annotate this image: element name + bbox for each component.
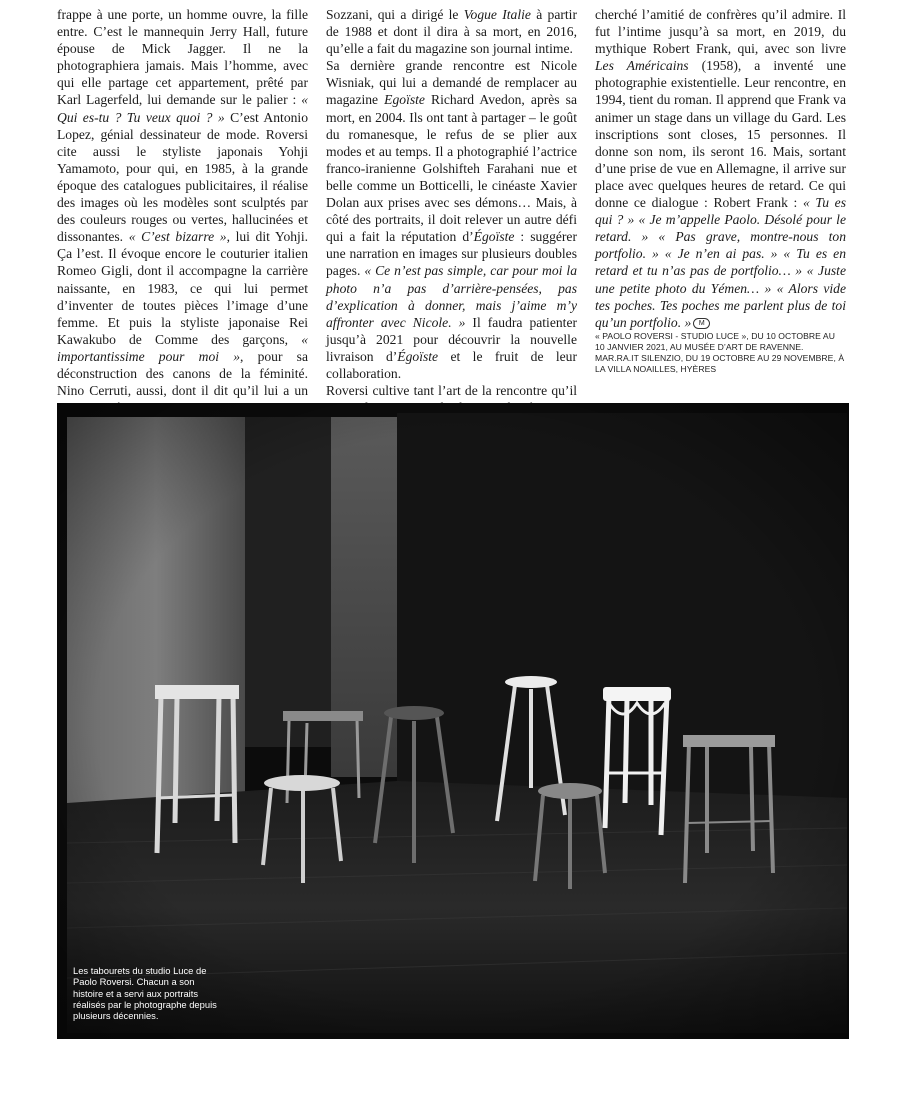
italic-text-run: « importantissime pour moi » bbox=[57, 331, 308, 364]
italic-text-run: « Qui es-tu ? Tu veux quoi ? » bbox=[57, 92, 308, 125]
text-run: cherché l’amitié de confrères qu’il admire. Il fut l’intime jusqu’à sa mort, en 2019, du mythique Robert Frank, qui, avec son livre bbox=[595, 7, 846, 57]
text-run: Sa dernière grande rencontre est Nicole Wisniak, qui lui a demandé de remplacer au magazine bbox=[326, 58, 577, 108]
italic-text-run: Vogue Italie bbox=[463, 7, 531, 22]
paragraph bbox=[57, 6, 308, 416]
paragraph bbox=[326, 6, 577, 57]
article-column-1 bbox=[57, 6, 308, 416]
paragraph-text bbox=[595, 7, 846, 330]
italic-text-run: « Ce n’est pas simple, car pour moi la photo n’a pas d’arrière-pensées, pas d’explication à donner, mais j’aime m’y affronter avec Nicole. » bbox=[326, 263, 577, 330]
article-column-2 bbox=[326, 6, 577, 416]
italic-text-run: Les Américains bbox=[595, 58, 689, 74]
text-run: (1958), a inventé une photographie existentielle. Leur rencontre, en 1994, tient du roman. Il apprend que Frank va animer un stage dans un village du Gard. Les inscriptions sont closes, 15 personnes. Il donne son nom, ils seront 16. Mais, sortant d’une prise de vue en Allemagne, il arrive sur place avec quelques heures de retard. Ce qui donne ce dialogue : Robert Frank : bbox=[595, 58, 847, 211]
article-column-3 bbox=[595, 6, 846, 376]
italic-text-run: « Tu es qui ? » « Je m’appelle Paolo. Désolé pour le retard. » « Pas grave, montre-nous ton portfolio. » « Je n’en ai pas. » « Tu es en retard et tu n’as pas de portfolio… » « Juste une petite photo du Yémen… » « Alors vide tes poches. Tes poches me parlent plus de toi qu’un portfolio. » bbox=[595, 195, 846, 330]
text-run: Roversi cultive tant l’art de la rencontre qu’il bbox=[326, 383, 577, 399]
text-run: , lui dit Yohji. Ça l’est. Il évoque encore le couturier italien Romeo Gigli, dont il accompagne la carrière naissante, en 1983, ce qui lui permet d’inventer de toutes pièces l’image d’une femme. Et puis la styliste japonaise Rei Kawakubo de Comme des garçons, bbox=[57, 229, 308, 347]
text-run: Richard Avedon, après sa mort, en 2004. Ils ont tant à partager – le goût du romanesque, le refus de se plier aux modes et au temps. Il a photographié l’actrice franco-iranienne Golshifteh Farahani nue et belle comme un Botticelli, le cinéaste Xavier Dolan aux prises avec ses démons… Mais, à côté des portraits, il doit relever un autre défi qui a fait la réputation d’ bbox=[326, 92, 577, 245]
text-run: : suggérer une narration en images sur plusieurs doubles pages. bbox=[326, 229, 577, 279]
text-run: frappe à une porte, un homme ouvre, la fille entre. C’est le mannequin Jerry Hall, future épouse de Mick Jagger. Il ne la photographiera jamais. Mais l’homme, avec qui elle partage cet appartement, prêté par Karl Lagerfeld, lui demande sur le palier : bbox=[57, 7, 308, 108]
paragraph bbox=[326, 57, 577, 382]
italic-text-run: Egoïste bbox=[384, 92, 425, 108]
text-run: Il faudra patienter jusqu’à 2021 pour découvrir la nouvelle livraison d’ bbox=[326, 314, 577, 364]
text-run: et le fruit de leur collaboration. bbox=[326, 348, 578, 381]
photo-caption: Les tabourets du studio Luce de Paolo Roversi. Chacun a son histoire et a servi aux portraits réalisés par le photographe depuis plusieurs décennies. bbox=[73, 965, 217, 1022]
italic-text-run: Égoïste bbox=[397, 348, 439, 364]
studio-stools-photograph bbox=[57, 403, 849, 1039]
text-run: C’est Antonio Lopez, génial dessinateur de mode. Roversi cite aussi le styliste japonais Yohji Yamamoto, pour qui, en 1985, à la grande époque des catalogues publicitaires, il réalise des images où les modèles sont sculptés par des couleurs rouges ou vertes, hallucinées et dissonantes. bbox=[57, 109, 308, 245]
text-run: à partir de 1988 et dont il dira à sa mort, en 2016, qu’elle a fait du magazine son journal intime. bbox=[326, 7, 577, 57]
text-run: , pour sa déconstruction des canons de la féminité. Nino Cerruti, aussi, dont il dit qu’il lui a un bbox=[57, 348, 308, 399]
italic-text-run: Égoïste bbox=[473, 229, 515, 245]
text-run: Sozzani, qui a dirigé le bbox=[326, 7, 464, 22]
photo-illustration bbox=[57, 403, 849, 1039]
exhibition-info: « PAOLO ROVERSI - STUDIO LUCE », DU 10 OCTOBRE AU 10 JANVIER 2021, AU MUSÉE D’ART DE RAVENNE. MAR.RA.IT SILENZIO, DU 19 OCTOBRE AU 29 NOVEMBRE, À LA VILLA NOAILLES, HYÈRES bbox=[595, 330, 845, 375]
italic-text-run: « C’est bizarre » bbox=[128, 229, 227, 245]
paragraph bbox=[595, 6, 846, 331]
end-of-article-mark: M bbox=[693, 318, 710, 329]
